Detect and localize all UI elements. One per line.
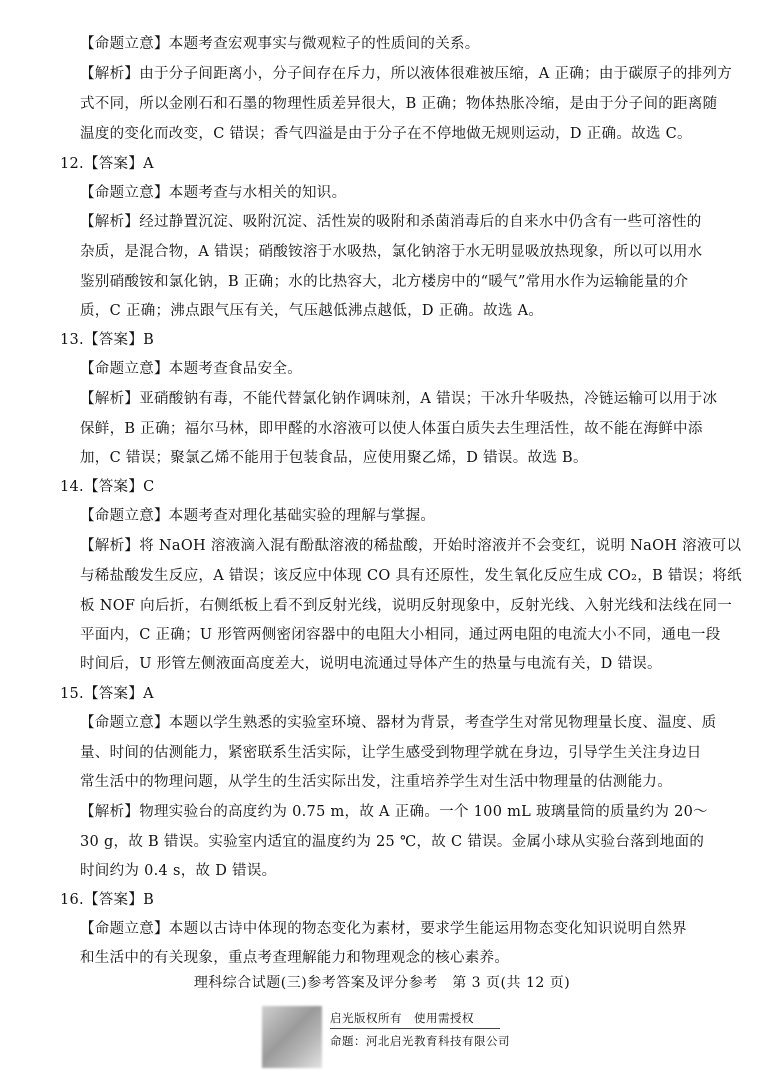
- copyright-notice: 启光版权所有 使用需授权: [330, 1011, 474, 1025]
- text-line: 【解析】将 NaOH 溶液滴入混有酚酞溶液的稀盐酸，开始时溶液并不会变红，说明 NaOH 溶液可以: [80, 538, 742, 554]
- text-line: 鉴别硝酸铵和氯化钠，B 正确；水的比热容大，北方楼房中的“暖气”常用水作为运输能量的介: [80, 274, 689, 290]
- publisher-logo-image: [262, 1006, 322, 1068]
- text-line: 30 g，故 B 错误。实验室内适宜的温度约为 25 ℃，故 C 错误。金属小球从实验台落到地面的: [80, 834, 705, 850]
- text-line: 【命题立意】本题考查与水相关的知识。: [80, 185, 347, 201]
- text-line: 平面内，C 正确；U 形管两侧密闭容器中的电阻大小相同，通过两电阻的电流大小不同，通电一段: [80, 627, 721, 643]
- text-line: 与稀盐酸发生反应，A 错误；该反应中体现 CO 具有还原性，发生氧化反应生成 CO₂，B 错误；将纸: [80, 568, 742, 584]
- text-line: 式不同，所以金刚石和石墨的物理性质差异很大，B 正确；物体热胀冷缩，是由于分子间的距离随: [80, 96, 718, 112]
- text-line: 【解析】经过静置沉淀、吸附沉淀、活性炭的吸附和杀菌消毒后的自来水中仍含有一些可溶性的: [80, 214, 702, 230]
- text-line: 和生活中的有关现象，重点考查理解能力和物理观念的核心素养。: [80, 950, 510, 966]
- text-line: 【命题立意】本题以学生熟悉的实验室环境、器材为背景，考查学生对常见物理量长度、温度、质: [80, 715, 717, 731]
- question-answer-header: 14.【答案】C: [60, 479, 155, 495]
- text-line: 时间后，U 形管左侧液面高度差大，说明电流通过导体产生的热量与电流有关，D 错误。: [80, 656, 662, 672]
- publisher-credit: 命题：河北启光教育科技有限公司: [330, 1034, 510, 1048]
- text-line: 温度的变化而改变，C 错误；香气四溢是由于分子在不停地做无规则运动，D 正确。故选 C。: [80, 126, 692, 142]
- text-line: 板 NOF 向后折，右侧纸板上看不到反射光线，说明反射现象中，反射光线、入射光线和法线在同一: [80, 598, 733, 614]
- text-line: 杂质，是混合物，A 错误；硝酸铵溶于水吸热，氯化钠溶于水无明显吸放热现象，所以可以用水: [80, 244, 703, 260]
- question-answer-header: 13.【答案】B: [60, 332, 155, 348]
- text-line: 【解析】物理实验台的高度约为 0.75 m，故 A 正确。一个 100 mL 玻璃量筒的质量约为 20～: [80, 804, 708, 820]
- divider: [330, 1028, 500, 1029]
- question-answer-header: 16.【答案】B: [60, 892, 155, 908]
- text-line: 常生活中的物理问题，从学生的生活实际出发，注重培养学生对生活中物理量的估测能力。: [80, 774, 672, 790]
- question-answer-header: 12.【答案】A: [60, 156, 154, 172]
- text-line: 时间约为 0.4 s，故 D 错误。: [80, 863, 277, 879]
- text-line: 量、时间的估测能力，紧密联系生活实际，让学生感受到物理学就在身边，引导学生关注身边日: [80, 745, 702, 761]
- text-line: 加，C 错误；聚氯乙烯不能用于包装食品，应使用聚乙烯，D 错误。故选 B。: [80, 450, 588, 466]
- question-answer-header: 15.【答案】A: [60, 686, 154, 702]
- page-footer-title: 理科综合试题(三)参考答案及评分参考 第 3 页(共 12 页): [193, 975, 571, 991]
- text-line: 【命题立意】本题考查宏观事实与微观粒子的性质间的关系。: [80, 36, 480, 52]
- text-line: 【命题立意】本题以古诗中体现的物态变化为素材，要求学生能运用物态变化知识说明自然界: [80, 921, 687, 937]
- text-line: 【命题立意】本题考查食品安全。: [80, 361, 302, 377]
- text-line: 【解析】由于分子间距离小，分子间存在斥力，所以液体很难被压缩，A 正确；由于碳原子的排列方: [80, 66, 733, 82]
- text-line: 【命题立意】本题考查对理化基础实验的理解与掌握。: [80, 508, 436, 524]
- text-line: 【解析】亚硝酸钠有毒，不能代替氯化钠作调味剂，A 错误；干冰升华吸热，冷链运输可以用于冰: [80, 391, 718, 407]
- text-line: 质，C 正确；沸点跟气压有关，气压越低沸点越低，D 正确。故选 A。: [80, 303, 544, 319]
- text-line: 保鲜，B 正确；福尔马林，即甲醛的水溶液可以使人体蛋白质失去生理活性，故不能在海鲜中添: [80, 421, 703, 437]
